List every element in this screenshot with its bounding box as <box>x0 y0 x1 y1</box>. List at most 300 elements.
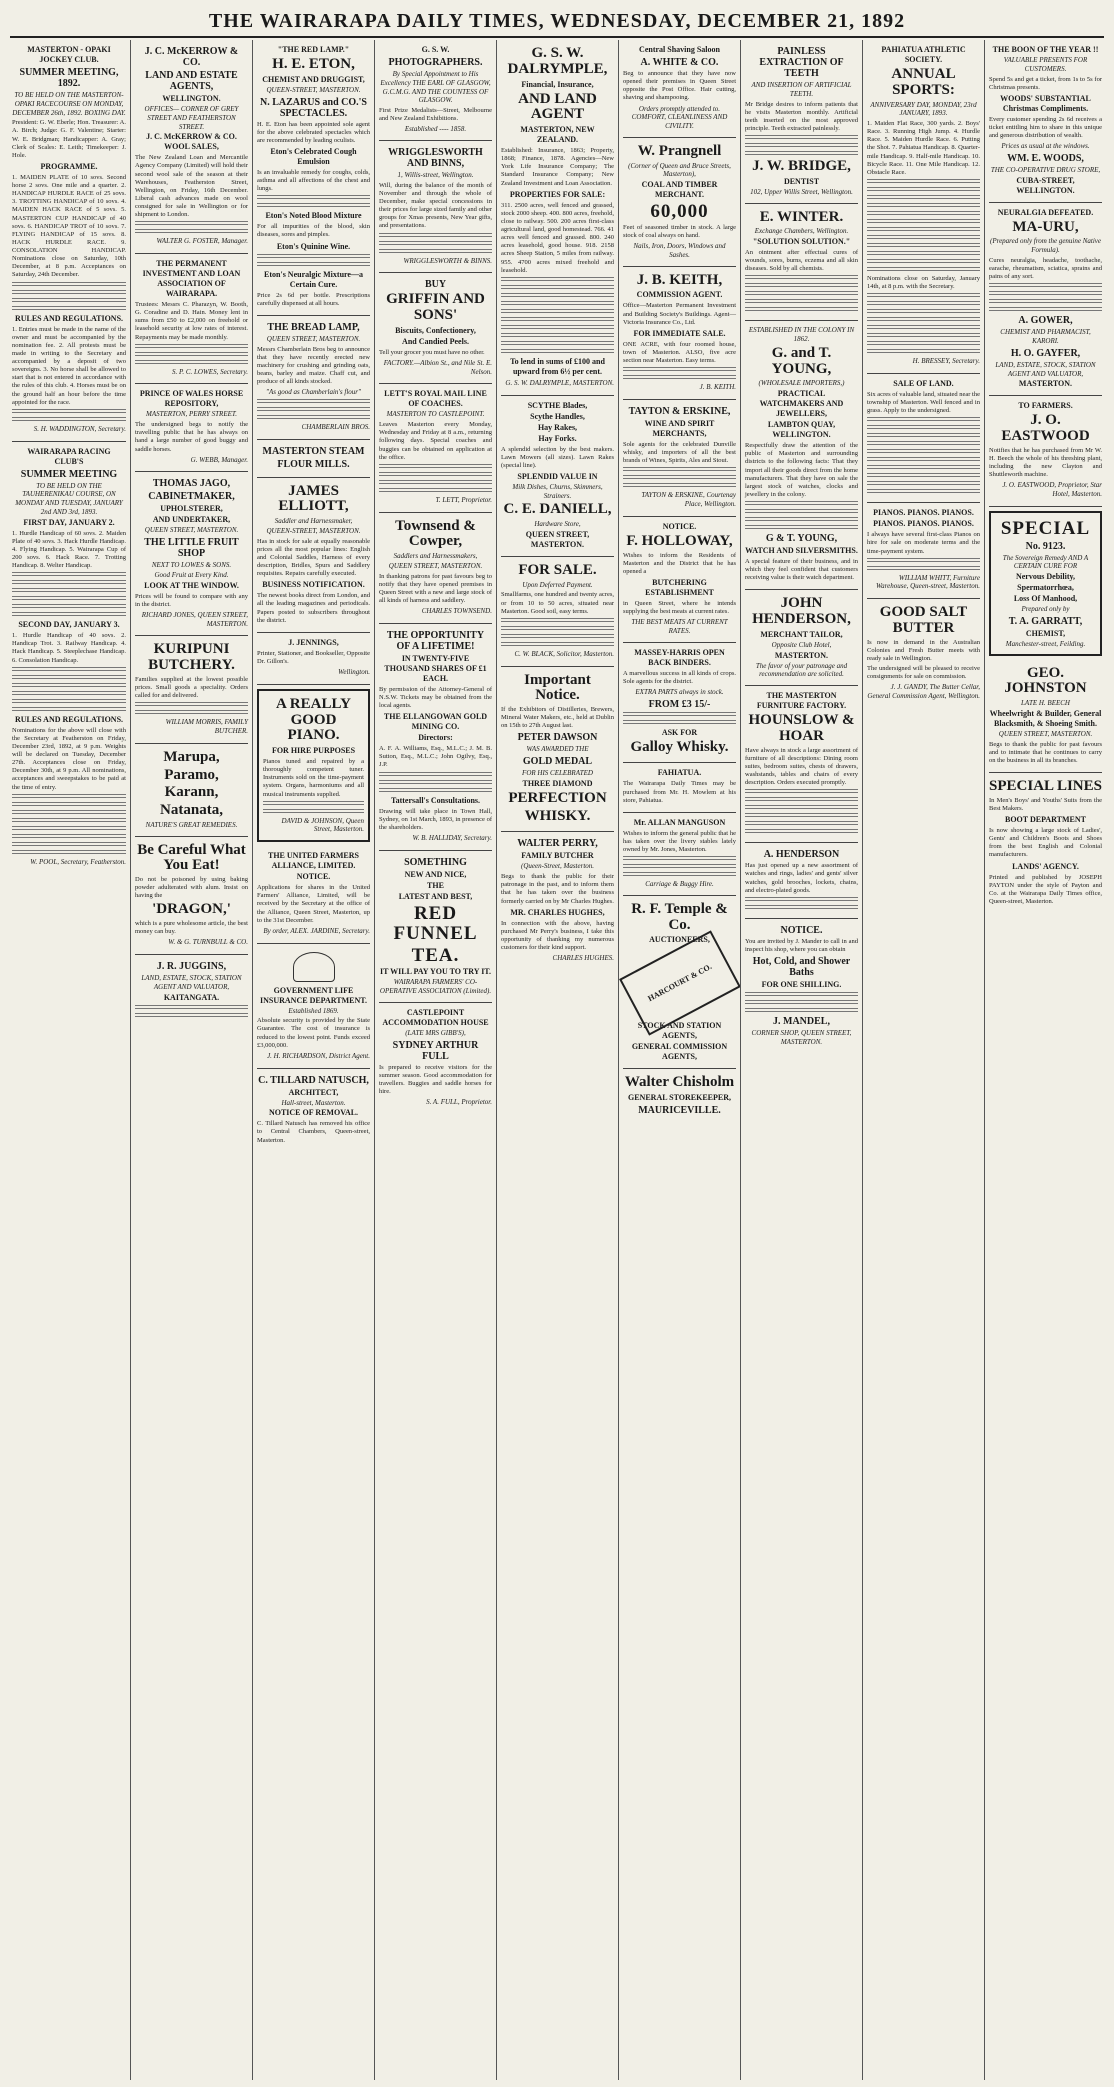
ad-body: The Wairarapa Daily Times may be purchased from Mr. H. Mowlem at his store, Pahiatua. <box>623 780 736 804</box>
ad-sub: MASTERTON, PERRY STREET. <box>145 410 237 419</box>
ad-body: Smallfarms, one hundred and twenty acres, or from 10 to 50 acres, situated near Masterton. Good soil, easy terms. <box>501 591 614 615</box>
ad-title: A REALLY GOOD PIANO. <box>276 695 351 744</box>
piano-hire-ad <box>257 689 370 842</box>
ask-for: ASK FOR <box>661 727 698 737</box>
cure-1: Nervous Debility, <box>1015 572 1076 582</box>
ad-sub: AND INSERTION OF ARTIFICIAL TEETH. <box>751 81 852 98</box>
ad-intro: TO BE HELD ON THE MASTERTON-OPAKI RACECOURSE ON MONDAY, DECEMBER 26th, 1892. BOXING DAY. <box>12 91 126 117</box>
special-remedy-ad <box>989 511 1102 656</box>
merchant-sig: Nails, Iron, Doors, Windows and Sashes. <box>633 242 726 259</box>
jockey-club-ad <box>12 40 126 442</box>
firm-name: J. C. McKERROW & CO. <box>144 46 239 68</box>
firm-trade: Saddlers and Harnessmakers, <box>393 552 478 560</box>
ad-title: SPECIAL LINES <box>989 778 1102 795</box>
consign-body: The undersigned will be pleased to receive consignments for sale on commission. <box>867 665 980 681</box>
signature: G. WEBB, Manager. <box>190 455 248 464</box>
cough-body: Is an invaluable remedy for coughs, colds, asthma and all affections of the chest and lungs. <box>257 168 370 193</box>
chemist-address: Manchester-street, Feilding. <box>1005 639 1086 648</box>
tailor-name: JOHN HENDERSON, <box>752 595 851 628</box>
ad-body: Do not be poisoned by using baking powder adulterated with alum. Insist on having the <box>135 876 248 900</box>
agent-trade: Financial, Insurance, <box>521 79 594 89</box>
ad-body: Notifies that he has purchased from Mr W. H. Beech the whole of his threshing plant, including the new Clayton and Shuttleworth machine. <box>989 446 1102 479</box>
signature: FACTORY.—Albion St., and Nile St. E. Nelson. <box>383 358 492 376</box>
day1-title: FIRST DAY, JANUARY 2. <box>23 517 115 527</box>
coach-line-ad <box>379 384 492 512</box>
rules-title: RULES AND REGULATIONS. <box>14 714 124 724</box>
masthead-title: THE WAIRARAPA DAILY TIMES, WEDNESDAY, DECEMBER 21, 1892 <box>10 6 1104 38</box>
money-to-lend: To lend in sums of £100 and upward from 6½ per cent. <box>510 356 605 376</box>
ad-title: Be Careful What You Eat! <box>137 841 246 874</box>
remedy-sub: NATURE'S GREAT REMEDIES. <box>145 820 238 829</box>
smith-street: QUEEN STREET, MASTERTON. <box>998 729 1093 738</box>
signature: J. MANDEL, <box>773 1016 830 1027</box>
columns <box>8 40 1106 2080</box>
ad-route: MASTERTON TO CASTLEPOINT. <box>386 410 485 419</box>
something-line-4: LATEST AND BEST, <box>398 891 473 901</box>
castlepoint-house-ad <box>379 1003 492 1114</box>
cough-title: Eton's Celebrated Cough Emulsion <box>270 146 357 166</box>
farmers-alliance-ad <box>257 846 370 943</box>
ad-title: Mr. ALLAN MANGUSON <box>633 817 726 827</box>
signature: RICHARD JONES, QUEEN STREET, MASTERTON. <box>141 610 248 628</box>
cure-3: Loss Of Manhood, <box>1013 594 1078 604</box>
scythe-line-2: Scythe Handles, <box>530 411 585 421</box>
griffin-body: Tell your grocer you must have no other. <box>379 348 485 356</box>
agent-body: Established: Insurance, 1863; Property, 1868; Finance, 1878. Agencies—New York Life Insurance Company; The Standard Insurance Company; New Zealand Investment and Loan Association. <box>501 147 614 187</box>
prangnell-ad <box>623 138 736 267</box>
brand: WOODS' SUBSTANTIAL Christmas Compliments. <box>1000 93 1091 113</box>
ad-sub: QUEEN STREET, MASTERTON. <box>266 334 361 343</box>
griffin-line-1: BUY <box>424 279 447 291</box>
properties-title: PROPERTIES FOR SALE: <box>509 189 606 199</box>
day2-body: 1. Hurdle Handicap of 40 sovs. 2. Handicap Trot. 3. Railway Handicap. 4. Hack Handicap. 5. Steeplechase Handicap. 6. Consolation Handicap. <box>12 632 126 664</box>
daniell-street: QUEEN STREET, MASTERTON. <box>525 529 590 549</box>
fruit-shop-body: Prices will be found to compare with any in the district. <box>135 592 248 608</box>
saddler-name: JAMES ELLIOTT, <box>278 482 349 515</box>
ad-sub: Upon Deferred Payment. <box>522 580 593 589</box>
consultations-body: Drawing will take place in Town Hall, Sydney, on 1st March, 1893, in presence of the shareholders. <box>379 807 492 831</box>
prepared-by: Prepared only by <box>1021 605 1070 614</box>
special-lines-ad <box>989 773 1102 913</box>
quinine-title: Eton's Quinine Wine. <box>276 241 351 251</box>
ad-quote: "As good as Chamberlain's flour" <box>266 388 361 397</box>
baths-notice-ad <box>745 919 858 1053</box>
ad-sub: Established 1869. <box>288 1006 339 1015</box>
elliott-saddler-ad <box>257 478 370 633</box>
ad-title: FAHIATUA. <box>657 768 702 778</box>
signature: CHARLES TOWNSEND. <box>421 607 492 615</box>
ad-title: THE BOON OF THE YEAR !! <box>992 45 1099 54</box>
griffin-line-3: Biscuits, Confectionery, <box>395 325 476 335</box>
signature: T. LETT, Proprietor. <box>435 495 492 504</box>
ad-title: SUMMER MEETING, 1892. <box>19 67 119 89</box>
smith-sub: LATE H. BEECH <box>1021 699 1070 708</box>
woods-boon-ad <box>989 40 1102 203</box>
ad-officers: President: G. W. Eberle; Hon. Treasurer: A. A. Birch; Judge: G. F. Valentine; Starter: W. E. Bridgman; Handicapper: A. Gray; Clerk of Scales: E. Leith; Timekeeper: J. Hole. <box>12 119 126 159</box>
firm-body: Respectfully draw the attention of the public of Masterton and surrounding districts to the following facts: That they import all their goods direct from the home manufacturers. That they have on sale the largest stock of watches, clocks and jewellery in the colony. <box>745 442 858 498</box>
govt-insurance-ad <box>257 944 370 1069</box>
firm-name: HOUNSLOW & HOAR <box>748 712 855 744</box>
dentist-ad <box>745 40 858 204</box>
ad-body: Trustees: Messrs C. Pharazyn, W. Booth, G. Coradine and D. Hain. Money lent in sums from £50 to £2,000 on freehold or leasehold security at low rates of interest. Repayments may be made monthly. <box>135 301 248 341</box>
look-window: LOOK AT THE WINDOW. <box>144 580 239 590</box>
ad-header: Central Shaving Saloon <box>639 45 720 54</box>
chisholm-ad <box>623 1069 736 1123</box>
furniture-factory-ad <box>745 686 858 843</box>
ad-body: Printer, Stationer, and Bookseller, Opposite Dr. Gillon's. <box>257 649 370 665</box>
firm-trade: PRACTICAL WATCHMAKERS AND JEWELLERS, <box>759 389 844 419</box>
remedy-number: No. 9123. <box>1025 540 1066 552</box>
architect-sub: Hall-street, Masterton. <box>281 1098 346 1107</box>
ad-body: In Men's Boys' and Youths' Suits from the Best Makers. <box>989 796 1102 812</box>
removal-body: C. Tillard Natusch has removed his office to Central Chambers, Queen-street, Masterton. <box>257 1120 370 1144</box>
gayfer-name: H. O. GAYFER, <box>1010 347 1081 359</box>
ad-body: Is now in demand in the Australian Colonies and Fresh Butter meets with ready sale in Wellington. <box>867 638 980 662</box>
something-line-1: SOMETHING <box>404 856 467 868</box>
pahiatua-agent-ad <box>623 763 736 812</box>
firm-name: WM. E. WOODS, <box>1007 152 1084 164</box>
dalrymple-ad <box>501 40 614 396</box>
ad-body: The Sovereign Remedy AND A CERTAIN CURE FOR <box>1002 553 1089 571</box>
binders-ad <box>623 643 736 764</box>
ad-header: TO FARMERS. <box>1018 401 1073 411</box>
firm-name: Townsend & Cowper, <box>395 517 476 550</box>
chemist-trade: CHEMIST, <box>1025 628 1066 638</box>
firm-town: LAMBTON QUAY, WELLINGTON. <box>767 420 836 440</box>
ad-town: KAITANGATA. <box>163 992 220 1002</box>
saddler-street: QUEEN-STREET, MASTERTON. <box>266 526 361 535</box>
merchant-sub: (Corner of Queen and Bruce Streets, Masterton), <box>628 161 731 179</box>
tailor-address: Opposite Club Hotel, <box>771 640 832 649</box>
tea-agent: WAIRARAPA FARMERS' CO-OPERATIVE ASSOCIATION (Limited). <box>379 978 492 996</box>
butcher-body-2: in Queen Street, where he intends supplying the best meats at current rates. <box>623 599 736 616</box>
baths: Hot, Cold, and Shower Baths <box>752 956 851 978</box>
signature: C. W. BLACK, Solicitor, Masterton. <box>514 649 614 658</box>
store-name: Walter Chisholm <box>624 1074 735 1091</box>
ad-company: THE ELLANGOWAN GOLD MINING CO. <box>383 712 488 732</box>
dragon-baking-ad <box>135 837 248 956</box>
spectacles-body: H. E. Eton has been appointed sole agent for the above celebrated spectacles which are recommended by leading oculists. <box>257 120 370 144</box>
proprietor-name: SYDNEY ARTHUR FULL <box>392 1039 479 1062</box>
dentist-name: J. W. BRIDGE, <box>752 158 851 174</box>
ad-body: Six acres of valuable land, situated near the township of Masterton. Well fenced and in grass. Apply to the undersigned. <box>867 390 980 415</box>
ad-body: Spend 5s and get a ticket, from 1s to 5s for Christmas presents. <box>989 75 1102 91</box>
jago-ad <box>135 472 248 636</box>
temple-ad <box>623 896 736 1070</box>
ad-title: GOOD SALT BUTTER <box>879 604 968 636</box>
printer-footer: Printed and published by JOSEPH PAYTON under the style of Payton and Co. at the Wairarapa Daily Times office, Queen-street, Masterton. <box>989 873 1102 905</box>
butcher-trade: FAMILY BUTCHER <box>521 851 594 861</box>
steam-mill-ad <box>257 440 370 478</box>
ad-body: Wishes to inform the general public that he has taken over the livery stables lately owned by Mr. Jones, Masterton. <box>623 829 736 854</box>
ad-body: A marvellous success in all kinds of crops. Sole agents for the district. <box>623 669 736 685</box>
ad-title: PRINCE OF WALES HORSE REPOSITORY, <box>139 389 244 409</box>
tea-brand: RED FUNNEL <box>393 902 478 944</box>
agent-body: Office—Masterton Permanent Investment and Building Society's Buildings. Agent—Victoria Insurance Co., Ltd. <box>623 302 736 326</box>
crest-icon <box>293 952 335 982</box>
butcher-street: (Queen-Street, Masterton. <box>520 862 595 871</box>
removal-notice: NOTICE OF REMOVAL. <box>268 1108 359 1118</box>
ad-title: THE BREAD LAMP, <box>267 321 360 333</box>
ad-header: "THE RED LAMP." <box>277 45 350 54</box>
red-funnel-tea-ad <box>379 851 492 1003</box>
event-programme: 1. Maiden Flat Race, 300 yards. 2. Boys' Race. 3. Running High Jump. 4. Hurdle Race. 5. Maiden Hurdle Race. 6. Putting the Shot. 7. Pahiatua Handicap. 8. Quarter-mile Handicap. 9. Half-mile Handicap. 10. Bicycle Race. 11. One Mile Handicap. 12. Obstacle Race. <box>867 120 980 176</box>
firm-city: WELLINGTON. <box>162 94 221 103</box>
solution-title: "SOLUTION SOLUTION." <box>752 237 851 246</box>
butcher-name: F. HOLLOWAY, <box>626 532 733 549</box>
fruit-shop-promo: Good Fruit at Every Kind. <box>154 570 229 579</box>
scythes-ad <box>501 396 614 557</box>
seller-trade: CHEMIST AND PHARMACIST, KARORI. <box>1000 328 1091 345</box>
ad-title: THE OPPORTUNITY OF A LIFETIME! <box>386 629 485 652</box>
horse-repository-ad <box>135 384 248 472</box>
agent-trade: COMMISSION AGENT. <box>636 290 723 300</box>
secretary: H. BRESSEY, Secretary. <box>912 357 980 366</box>
remedy-1: Marupa, <box>163 748 220 765</box>
agent-name: J. B. KEITH, <box>636 271 723 288</box>
livery-ad <box>623 813 736 896</box>
jeweller-body: Has just opened up a new assortment of watches and rings, ladies' and gents' silver watches, gold brooches, lockets, chains, and electro-plated goods. <box>745 862 858 894</box>
ad-sub: NOTICE. <box>296 872 331 882</box>
firm-name: A. WHITE & CO. <box>640 57 719 68</box>
ad-title: WRIGGLESWORTH AND BINNS, <box>388 147 483 169</box>
ad-title: NEURALGIA DEFEATED. <box>997 207 1094 217</box>
henderson-watch-ad <box>745 843 858 919</box>
mill-line-2: FLOUR MILLS. <box>277 458 350 470</box>
wool-title: J. C. McKERROW & CO. WOOL SALES, <box>146 132 237 152</box>
awarded: WAS AWARDED THE <box>526 745 589 754</box>
ad-title: PAINLESS EXTRACTION OF TEETH <box>759 46 844 79</box>
remedy-3: Karann, <box>164 784 219 801</box>
ad-sub: (Prepared only from the genuine Native Formula). <box>990 237 1101 255</box>
daniell-trade: Hardware Store, <box>534 520 581 529</box>
firm-name-2: G & T. YOUNG, <box>765 533 838 544</box>
butcher-sub: THE BEST MEATS AT CURRENT RATES. <box>631 618 728 635</box>
mill-line-1: MASTERTON STEAM <box>262 445 365 457</box>
land-sale-ad <box>867 374 980 503</box>
ad-body: Mr Bridge desires to inform patients that he visits Masterton monthly. Artificial teeth inserted on the most approved principle. Teeth extracted painlessly. <box>745 100 858 132</box>
smith-trade: Wheelwright & Builder, General Blacksmith, & Shoeing Smith. <box>989 708 1102 728</box>
agent-town: MASTERTON, NEW ZEALAND. <box>520 125 595 144</box>
remedy-4: Natanata, <box>160 802 223 818</box>
ad-initials: G. S. W. <box>421 45 450 54</box>
whisky-brand: Galloy Whisky. <box>630 738 729 755</box>
price: FROM £3 15/- <box>648 698 711 710</box>
natusch-architect-ad <box>257 1069 370 1152</box>
store-town: MAURICEVILLE. <box>638 1105 721 1117</box>
store-trade: GENERAL STOREKEEPER, <box>628 1093 731 1103</box>
ad-sig: Carriage & Buggy Hire. <box>645 880 714 889</box>
ad-title: GOVERNMENT LIFE INSURANCE DEPARTMENT. <box>260 985 367 1005</box>
griffin-line-4: And Candied Peels. <box>402 336 469 346</box>
ad-special: Orders promptly attended to. COMFORT, CLEANLINESS AND CIVILITY. <box>631 104 728 130</box>
wrigglesworth-ad <box>379 141 492 273</box>
ad-title: SPECIAL <box>1000 517 1091 539</box>
notice-title: BUSINESS NOTIFICATION. <box>262 580 365 590</box>
spectacles-title: N. LAZARUS and CO.'S SPECTACLES. <box>260 96 367 119</box>
winter-name: E. WINTER. <box>759 208 844 225</box>
notice-label: NOTICE. <box>662 521 697 531</box>
signature: By order, ALEX. JARDINE, Secretary. <box>263 926 370 935</box>
signature: G. S. W. DALRYMPLE, MASTERTON. <box>505 378 614 387</box>
programme-body: 1. MAIDEN PLATE of 10 sovs. Second horse 2 sovs. One mile and a quarter. 2. HANDICAP HURDLE RACE of 25 sovs. 3. TROTTING HANDICAP of 10 sovs. 4. MAIDEN HACK RACE of 5 sovs. 5. MASTERTON CUP HANDICAP of 40 sovs. 6. HANDICAP TROT of 10 sovs. 7. FLYING HANDICAP of 15 sovs. 8. HACK HURDLE RACE. 9. CONSOLATION HANDICAP. Nominations close on Saturday, 10th December, at 8 p.m. Acceptances on Saturday, 24th December. <box>12 173 126 279</box>
ad-body: Cures neuralgia, headache, toothache, earache, rheumatism, sciatica, sprains and pains of any sort. <box>989 256 1102 281</box>
shaving-saloon-ad <box>623 40 736 138</box>
ad-header: MASTERTON - OPAKI JOCKEY CLUB. <box>27 45 111 64</box>
agent-name: G. S. W. DALRYMPLE, <box>507 45 608 77</box>
tayton-erskine-ad <box>623 400 736 517</box>
firm-body: Sole agents for the celebrated Dunville whisky, and importers of all the best brands of Wines, Spirits, Ales and Stout. <box>623 440 736 465</box>
ad-title: PAHIATUA ATHLETIC SOCIETY. <box>881 45 966 64</box>
scythe-body: A splendid selection by the best makers. Lawn Mowers (all sizes). Lawn Rakes (special line). <box>501 445 614 469</box>
ad-date: Established ---- 1858. <box>404 125 467 134</box>
firm-sub-2: WATCH AND SILVERSMITHS. <box>745 546 858 555</box>
ad-sub: IN TWENTY-FIVE THOUSAND SHARES OF £1 EACH. <box>384 653 487 683</box>
jago-trade-3: AND UNDERTAKER, <box>152 515 231 525</box>
photographers-ad <box>379 40 492 141</box>
signature-address: CORNER SHOP, QUEEN STREET, MASTERTON. <box>751 1029 852 1046</box>
ad-title: Important Notice. <box>524 671 591 704</box>
bread-lamp-ad <box>257 316 370 440</box>
blood-title: Eton's Noted Blood Mixture <box>265 211 362 221</box>
scythe-line-1: SCYTHE Blades, <box>527 400 588 410</box>
sale-body: ONE ACRE, with four roomed house, town of Masterton. ALSO, five acre section near Masterton. Easy terms. <box>623 340 736 365</box>
signature: WALTER G. FOSTER, Manager. <box>156 237 248 246</box>
winter-ad <box>745 204 858 322</box>
event-title: ANNUAL SPORTS: <box>891 66 956 98</box>
notice-body: The newest books direct from London, and all the leading magazines and periodicals. Papers posted to subscribers throughout the district. <box>257 592 370 624</box>
for-his: FOR HIS CELEBRATED <box>522 769 593 778</box>
ad-sub: FOR HIRE PURPOSES <box>271 746 356 755</box>
ad-title: NOTICE. <box>780 924 823 936</box>
ad-body: Pianos tuned and repaired by a thoroughly competent tuner. Instruments sold on the time-payment system. Organs, harmoniums and all musical instruments supplied. <box>263 758 364 798</box>
cure-2: Spermatorrhœa, <box>1017 583 1074 593</box>
fruit-shop-title: THE LITTLE FRUIT SHOP <box>144 537 239 560</box>
tea-sub: IT WILL PAY YOU TO TRY IT. <box>379 967 492 977</box>
tea-word: TEA. <box>411 944 460 966</box>
ad-body: If the Exhibitors of Distilleries, Brewers, Mineral Water Makers, etc., held at Dublin on 15th to 27th August last. <box>501 706 614 730</box>
ad-title: LETT'S ROYAL MAIL LINE OF COACHES. <box>384 389 487 409</box>
consultations-title: Tattersall's Consultations. <box>390 795 481 805</box>
ad-body: Messrs Chamberlain Bros beg to announce that they have recently erected new machinery for crushing and grinding oats, beans, barley and maize. Chaff cut, and produce of all kinds stocked. <box>257 345 370 385</box>
townsend-cowper-ad <box>379 513 492 624</box>
ad-body: Leaves Masterton every Monday, Wednesday and Friday at 8 a.m., returning following days. Special coaches and buggies can be obtained on application at the office. <box>379 421 492 461</box>
column-6 <box>618 40 740 2080</box>
tailor-sub: The favor of your patronage and recommendation are solicited. <box>755 661 848 679</box>
firm-name: TAYTON & ERSKINE, <box>628 405 731 417</box>
firm-offices: OFFICES— CORNER OF GREY STREET AND FEATHERSTON STREET. <box>144 105 239 131</box>
brand: MA-URU, <box>1012 218 1079 235</box>
firm-name: R. F. Temple & Co. <box>631 900 728 933</box>
rules-title: RULES AND REGULATIONS. <box>14 313 124 323</box>
firm-address: CUBA-STREET, WELLINGTON. <box>1016 175 1075 195</box>
column-1 <box>8 40 130 2080</box>
ad-body: The undersigned begs to notify the travelling public that he has always on hand a large number of good buggy and saddle horses. <box>135 421 248 453</box>
signature: J. J. GANDY, The Butter Cellar, General Commission Agent, Wellington. <box>867 683 980 700</box>
merchant-name: W. Prangnell <box>637 142 722 159</box>
firm-body-2: A special feature of their business, and in which they feel confident that customers receiving value is their watch department. <box>745 558 858 582</box>
gold-medal: GOLD MEDAL <box>522 756 593 768</box>
smith-body: Begs to thank the public for past favours and to intimate that he continues to carry on the business in all its branches. <box>989 740 1102 764</box>
neuralgia-ad <box>989 203 1102 397</box>
signature: CHARLES HUGHES. <box>552 954 614 963</box>
ad-title: PHOTOGRAPHERS. <box>388 57 483 68</box>
event-date: ANNIVERSARY DAY, MONDAY, 23rd JANUARY, 1893. <box>870 100 977 118</box>
ad-intro: TO BE HELD ON THE TAUHERENIKAU COURSE, ON MONDAY AND TUESDAY, JANUARY 2nd AND 3rd, 1893. <box>15 481 123 516</box>
directors-title: Directors: <box>418 733 453 743</box>
properties-body: 311. 2500 acres, well fenced and grassed, stock 2000 sheep. 400. 800 acres, freehold, close to railway. 500. 200 acres first-class agricultural land, good homestead. 766. 41 acres well fenced and grassed. 800. 240 acres leasehold, good house. 918. 2158 acres Sheep Station, 5 miles from railway. 955. 4700 acres mixed freehold and leasehold. <box>501 201 614 274</box>
wool-body: The New Zealand Loan and Mercantile Agency Company (Limited) will hold their second wool sale of the season at their Warehouses, Featherston Street, Wellington, on Friday, 16th December. Liberal cash advances made on wool consigned for sale in Wellington or for shipment to London. <box>135 154 248 219</box>
timber-count: 60,000 <box>650 201 709 222</box>
saddler-body: Has in stock for sale at equally reasonable prices all the most popular lines: English and Colonial Saddles, Harness of every description, Bridles, Spurs and Saddlery requisites. Repairs carefully executed. <box>257 537 370 578</box>
signature: TAYTON & ERSKINE, Courtenay Place, Wellington. <box>641 491 736 509</box>
holloway-ad <box>623 517 736 643</box>
pianos-line-2: PIANOS. PIANOS. PIANOS. <box>873 519 974 529</box>
signature: W. B. HALLIDAY, Secretary. <box>412 833 492 842</box>
jago-trade: CABINETMAKER, <box>148 491 235 503</box>
butcher-body: Wishes to inform the Residents of Masterton and the District that he has opened a <box>623 551 736 575</box>
neuralgic-title: Eton's Neuralgic Mixture—a Certain Cure. <box>264 269 363 289</box>
column-3 <box>252 40 374 2080</box>
salt-butter-ad <box>867 599 980 708</box>
something-line-3: THE <box>427 880 444 890</box>
ad-body: Beg to announce that they have now opened their premises in Queen Street opposite the Post Office. Hair cutting, shaving and shampooing. <box>623 70 736 102</box>
ad-title: THE PERMANENT INVESTMENT AND LOAN ASSOCIATION OF WAIRARAPA. <box>142 259 241 298</box>
column-4 <box>374 40 496 2080</box>
signature: CHAMBERLAIN BROS. <box>301 422 370 431</box>
pianos-ad <box>867 503 980 599</box>
signature: Wellington. <box>338 668 370 676</box>
ad-body-2: Every customer spending 2s 6d receives a ticket entitling him to share in this unique and generous distribution of wealth. <box>989 115 1102 139</box>
merchant-trade: COAL AND TIMBER MERCHANT. <box>641 180 718 199</box>
brand-sub: which is a pure wholesome article, the best money can buy. <box>135 920 248 936</box>
column-9 <box>984 40 1106 2080</box>
firm-line-2: STOCK AND STATION AGENTS, <box>637 1021 722 1041</box>
signature: WILLIAM WHITT, Furniture Warehouse, Queen-street, Masterton. <box>875 573 980 591</box>
signature: J. B. KEITH. <box>699 383 736 392</box>
juggins-ad <box>135 955 248 1026</box>
firm-street: QUEEN STREET, MASTERTON. <box>388 561 483 570</box>
gayfer-trade: LAND, ESTATE, STOCK, STATION AGENT AND VALUATOR, <box>995 360 1096 378</box>
loan-association-ad <box>135 254 248 384</box>
jeweller-name: A. HENDERSON <box>763 849 840 861</box>
eastwood-ad <box>989 396 1102 507</box>
something-line-2: NEW AND NICE, <box>404 869 467 879</box>
chemist-trade: CHEMIST AND DRUGGIST, <box>262 74 365 84</box>
tailor-trade: MERCHANT TAILOR, <box>760 629 843 639</box>
griffin-line-2: GRIFFIN AND SONS' <box>386 291 485 323</box>
column-5 <box>496 40 618 2080</box>
mckerrow-ad <box>135 40 248 254</box>
jago-name: THOMAS JAGO, <box>152 478 231 490</box>
rules-body: Nominations for the above will close with the Secretary at Featherston on Friday, December 23rd, 1892, at 9 p.m. Weights will be declared on Tuesday, December 27th. Acceptances close on Friday, December 30th, at 9 p.m. All nominations, acceptances and sweepstakes to be paid at the time of entry. <box>12 726 126 791</box>
tailor-town: MASTERTON. <box>774 650 829 660</box>
ad-body: First Prize Medalists—Street, Melbourne and New Zealand Exhibitions. <box>379 107 492 123</box>
signature: WILLIAM MORRIS, FAMILY BUTCHER. <box>165 718 248 735</box>
blood-body: For all impurities of the blood, skin diseases, sores and pimples. <box>257 223 370 239</box>
signature: S. P. C. LOWES, Secretary. <box>171 367 248 376</box>
three-diamond: THREE DIAMOND <box>522 778 593 788</box>
programme-title: PROGRAMME. <box>40 161 98 171</box>
solution-body: An ointment after effectual cures of wounds, sores, burns, eczema and all skin diseases. Sold by all chemists. <box>745 249 858 273</box>
directors-body: A. F. A. Williams, Esq., M.L.C.; J. M. B. Sutton, Esq., M.L.C.; John Ogilvy, Esq., J.P. <box>379 745 492 769</box>
ad-body: Is prepared to receive visitors for the summer season. Good accommodation for travellers. Buggies and saddle horses for hire. <box>379 1063 492 1096</box>
ad-title: FOR SALE. <box>518 561 597 578</box>
gayfer-town: MASTERTON. <box>1018 379 1073 389</box>
firm-services: LAND AND ESTATE AGENTS, <box>145 70 238 92</box>
jago-address: QUEEN STREET, MASTERTON. <box>144 526 239 535</box>
agent-land: AND LAND AGENT <box>518 90 597 123</box>
